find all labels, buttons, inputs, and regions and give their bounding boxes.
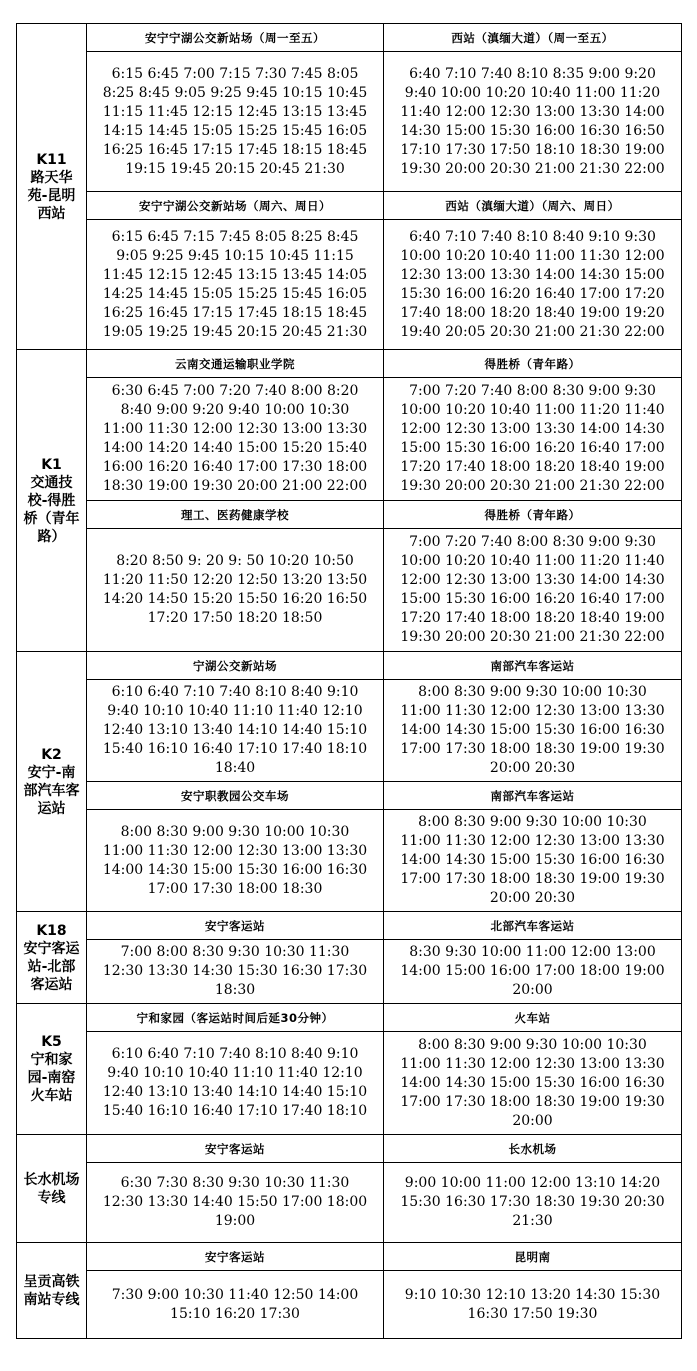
time-line: 17:00 17:30 18:00 18:30 19:00 19:30 bbox=[400, 1093, 665, 1110]
time-line: 14:00 15:00 16:00 17:00 18:00 19:00 bbox=[400, 963, 665, 979]
time-line: 11:45 12:15 12:45 13:15 13:45 14:05 bbox=[102, 266, 368, 283]
time-line: 9:10 10:30 12:10 13:20 14:30 15:30 bbox=[404, 1286, 661, 1303]
origin-stop-header: 安宁客运站 bbox=[87, 1135, 384, 1163]
route-name: 安宁客运站-北部客运站 bbox=[23, 940, 80, 993]
time-line: 12:30 13:00 13:30 14:00 14:30 15:00 bbox=[400, 266, 665, 283]
time-line: 20:00 20:30 bbox=[489, 890, 576, 906]
origin-departure-times bbox=[87, 940, 384, 1004]
time-line: 14:25 14:45 15:05 15:25 15:45 16:05 bbox=[102, 285, 368, 302]
time-line: 19:30 20:00 20:30 21:00 21:30 22:00 bbox=[400, 160, 665, 177]
time-line: 11:00 11:30 12:00 12:30 13:00 13:30 bbox=[400, 833, 665, 849]
origin-stop-header: 安宁宁湖公交新站场（周一至五） bbox=[87, 24, 384, 52]
time-line: 19:40 20:05 20:30 21:00 21:30 22:00 bbox=[400, 323, 665, 340]
route-name: 呈贡高铁南站专线 bbox=[23, 1273, 80, 1308]
time-line: 16:25 16:45 17:15 17:45 18:15 18:45 bbox=[102, 141, 368, 158]
time-line: 11:15 11:45 12:15 12:45 13:15 13:45 bbox=[102, 103, 368, 120]
time-line: 14:20 14:50 15:20 15:50 16:20 16:50 bbox=[102, 591, 368, 607]
departure-times-row bbox=[17, 1271, 682, 1339]
departure-times-row bbox=[17, 529, 682, 652]
destination-stop-header: 西站（滇缅大道）（周六、周日） bbox=[384, 192, 682, 220]
time-line: 6:30 6:45 7:00 7:20 7:40 8:00 8:20 bbox=[111, 383, 359, 399]
time-line: 14:00 14:20 14:40 15:00 15:20 15:40 bbox=[102, 440, 368, 456]
time-line: 21:30 bbox=[512, 1213, 553, 1229]
departure-times-row bbox=[17, 1163, 682, 1243]
time-line: 10:00 10:20 10:40 11:00 11:20 11:40 bbox=[400, 402, 665, 418]
time-line: 20:00 20:30 bbox=[489, 760, 576, 776]
time-line: 17:40 18:00 18:20 18:40 19:00 19:20 bbox=[400, 304, 665, 321]
time-line: 14:00 14:30 15:00 15:30 16:00 16:30 bbox=[400, 722, 665, 738]
departure-times-row bbox=[17, 220, 682, 350]
origin-departure-times bbox=[87, 680, 384, 782]
time-line: 17:00 17:30 18:00 18:30 19:00 19:30 bbox=[400, 741, 665, 757]
time-line: 8:25 8:45 9:05 9:25 9:45 10:15 10:45 bbox=[102, 84, 368, 101]
destination-departure-times bbox=[384, 1163, 682, 1243]
origin-stop-header: 安宁职教园公交车场 bbox=[87, 782, 384, 810]
time-line: 12:00 12:30 13:00 13:30 14:00 14:30 bbox=[400, 572, 665, 588]
route-name: 安宁-南部汽车客运站 bbox=[23, 764, 80, 817]
time-line: 15:10 16:20 17:30 bbox=[170, 1305, 300, 1322]
time-line: 19:05 19:25 19:45 20:15 20:45 21:30 bbox=[102, 323, 368, 340]
time-line: 12:40 13:10 13:40 14:10 14:40 15:10 bbox=[102, 722, 368, 738]
time-line: 20:00 bbox=[512, 982, 553, 998]
destination-stop-header: 长水机场 bbox=[384, 1135, 682, 1163]
time-line: 8:20 8:50 9: 20 9: 50 10:20 10:50 bbox=[116, 553, 354, 569]
time-line: 10:00 10:20 10:40 11:00 11:30 12:00 bbox=[400, 247, 665, 264]
destination-stop-header: 南部汽车客运站 bbox=[384, 782, 682, 810]
time-line: 16:25 16:45 17:15 17:45 18:15 18:45 bbox=[102, 304, 368, 321]
destination-departure-times bbox=[384, 680, 682, 782]
time-line: 9:40 10:10 10:40 11:10 11:40 12:10 bbox=[107, 1065, 363, 1081]
time-line: 12:30 13:30 14:40 15:50 17:00 18:00 bbox=[102, 1194, 368, 1210]
time-line: 7:00 7:20 7:40 8:00 8:30 9:00 9:30 bbox=[409, 383, 656, 399]
departure-times-row bbox=[17, 680, 682, 782]
destination-departure-times bbox=[384, 940, 682, 1004]
destination-stop-header: 得胜桥（青年路） bbox=[384, 350, 682, 378]
time-line: 14:00 14:30 15:00 15:30 16:00 16:30 bbox=[102, 861, 368, 878]
time-line: 15:40 16:10 16:40 17:10 17:40 18:10 bbox=[102, 1103, 368, 1119]
time-line: 8:00 8:30 9:00 9:30 10:00 10:30 bbox=[120, 823, 350, 840]
origin-departure-times bbox=[87, 52, 384, 192]
time-line: 17:00 17:30 18:00 18:30 19:00 19:30 bbox=[400, 871, 665, 887]
time-line: 15:00 15:30 16:00 16:20 16:40 17:00 bbox=[400, 440, 665, 456]
route-label-cell bbox=[17, 912, 87, 1004]
destination-departure-times bbox=[384, 378, 682, 501]
time-line: 15:30 16:30 17:30 18:30 19:30 20:30 bbox=[400, 1194, 665, 1210]
time-line: 8:30 9:30 10:00 11:00 12:00 13:00 bbox=[409, 944, 656, 960]
time-line: 18:30 19:00 19:30 20:00 21:00 22:00 bbox=[102, 478, 368, 494]
time-line: 11:00 11:30 12:00 12:30 13:00 13:30 bbox=[102, 421, 368, 437]
time-line: 19:30 20:00 20:30 21:00 21:30 22:00 bbox=[400, 629, 665, 645]
time-line: 6:15 6:45 7:15 7:45 8:05 8:25 8:45 bbox=[111, 228, 359, 245]
time-line: 16:30 17:50 19:30 bbox=[467, 1305, 598, 1322]
route-label-cell bbox=[17, 24, 87, 350]
time-line: 6:40 7:10 7:40 8:10 8:40 9:10 9:30 bbox=[409, 228, 656, 245]
origin-stop-header: 云南交通运输职业学院 bbox=[87, 350, 384, 378]
stop-header-row bbox=[17, 350, 682, 378]
time-line: 17:10 17:30 17:50 18:10 18:30 19:00 bbox=[400, 141, 665, 158]
time-line: 12:40 13:10 13:40 14:10 14:40 15:10 bbox=[102, 1084, 368, 1100]
route-label-cell bbox=[17, 1135, 87, 1243]
stop-header-row bbox=[17, 782, 682, 810]
time-line: 7:00 8:00 8:30 9:30 10:30 11:30 bbox=[120, 944, 350, 960]
destination-departure-times bbox=[384, 529, 682, 652]
time-line: 8:40 9:00 9:20 9:40 10:00 10:30 bbox=[120, 402, 350, 418]
origin-stop-header: 安宁客运站 bbox=[87, 1243, 384, 1271]
destination-departure-times bbox=[384, 220, 682, 350]
time-line: 6:10 6:40 7:10 7:40 8:10 8:40 9:10 bbox=[111, 1046, 359, 1062]
time-line: 17:20 17:40 18:00 18:20 18:40 19:00 bbox=[400, 610, 665, 626]
origin-stop-header: 安宁客运站 bbox=[87, 912, 384, 940]
time-line: 17:20 17:40 18:00 18:20 18:40 19:00 bbox=[400, 459, 665, 475]
route-code: K5 bbox=[41, 1034, 62, 1050]
time-line: 7:30 9:00 10:30 11:40 12:50 14:00 bbox=[111, 1286, 359, 1303]
stop-header-row bbox=[17, 912, 682, 940]
origin-departure-times bbox=[87, 378, 384, 501]
time-line: 9:40 10:10 10:40 11:10 11:40 12:10 bbox=[107, 703, 363, 719]
origin-departure-times bbox=[87, 529, 384, 652]
origin-departure-times bbox=[87, 1163, 384, 1243]
route-code: K11 bbox=[36, 151, 67, 168]
destination-stop-header: 昆明南 bbox=[384, 1243, 682, 1271]
destination-stop-header: 北部汽车客运站 bbox=[384, 912, 682, 940]
departure-times-row bbox=[17, 1032, 682, 1135]
timetable-body bbox=[17, 24, 682, 1339]
route-label-cell bbox=[17, 350, 87, 652]
time-line: 14:00 14:30 15:00 15:30 16:00 16:30 bbox=[400, 852, 665, 868]
time-line: 17:20 17:50 18:20 18:50 bbox=[147, 610, 323, 626]
departure-times-row bbox=[17, 378, 682, 501]
route-label-cell bbox=[17, 1004, 87, 1135]
route-label-cell bbox=[17, 1243, 87, 1339]
route-name: 路天华苑-昆明西站 bbox=[27, 169, 76, 222]
destination-departure-times bbox=[384, 810, 682, 912]
time-line: 20:00 bbox=[512, 1112, 553, 1129]
time-line: 8:00 8:30 9:00 9:30 10:00 10:30 bbox=[418, 1036, 647, 1053]
route-name: 交通技校-得胜桥（青年路） bbox=[23, 474, 80, 545]
time-line: 7:00 7:20 7:40 8:00 8:30 9:00 9:30 bbox=[409, 534, 656, 550]
time-line: 9:40 10:00 10:20 10:40 11:00 11:20 bbox=[404, 84, 661, 101]
route-name: 长水机场专线 bbox=[23, 1171, 80, 1206]
stop-header-row bbox=[17, 1004, 682, 1032]
time-line: 14:30 15:00 15:30 16:00 16:30 16:50 bbox=[400, 122, 665, 139]
time-line: 11:00 11:30 12:00 12:30 13:00 13:30 bbox=[102, 842, 368, 859]
time-line: 8:00 8:30 9:00 9:30 10:00 10:30 bbox=[418, 684, 647, 700]
time-line: 6:30 7:30 8:30 9:30 10:30 11:30 bbox=[120, 1175, 350, 1191]
destination-stop-header: 西站（滇缅大道）（周一至五） bbox=[384, 24, 682, 52]
time-line: 18:40 bbox=[214, 760, 256, 776]
route-label-cell bbox=[17, 652, 87, 912]
origin-departure-times bbox=[87, 1032, 384, 1135]
time-line: 6:15 6:45 7:00 7:15 7:30 7:45 8:05 bbox=[111, 65, 359, 82]
departure-times-row bbox=[17, 52, 682, 192]
time-line: 14:15 14:45 15:05 15:25 15:45 16:05 bbox=[102, 122, 368, 139]
time-line: 16:00 16:20 16:40 17:00 17:30 18:00 bbox=[102, 459, 368, 475]
time-line: 18:30 bbox=[214, 982, 256, 998]
destination-stop-header: 火车站 bbox=[384, 1004, 682, 1032]
time-line: 11:00 11:30 12:00 12:30 13:00 13:30 bbox=[400, 703, 665, 719]
origin-stop-header: 宁湖公交新站场 bbox=[87, 652, 384, 680]
stop-header-row bbox=[17, 501, 682, 529]
time-line: 15:40 16:10 16:40 17:10 17:40 18:10 bbox=[102, 741, 368, 757]
origin-stop-header: 安宁宁湖公交新站场（周六、周日） bbox=[87, 192, 384, 220]
stop-header-row bbox=[17, 652, 682, 680]
time-line: 6:40 7:10 7:40 8:10 8:35 9:00 9:20 bbox=[409, 65, 656, 82]
time-line: 15:00 15:30 16:00 16:20 16:40 17:00 bbox=[400, 591, 665, 607]
origin-stop-header: 理工、医药健康学校 bbox=[87, 501, 384, 529]
time-line: 19:15 19:45 20:15 20:45 21:30 bbox=[125, 160, 345, 177]
destination-departure-times bbox=[384, 52, 682, 192]
time-line: 12:00 12:30 13:00 13:30 14:00 14:30 bbox=[400, 421, 665, 437]
time-line: 17:00 17:30 18:00 18:30 bbox=[147, 880, 323, 897]
time-line: 9:00 10:00 11:00 12:00 13:10 14:20 bbox=[404, 1175, 661, 1191]
departure-times-row bbox=[17, 940, 682, 1004]
stop-header-row bbox=[17, 1243, 682, 1271]
time-line: 12:30 13:30 14:30 15:30 16:30 17:30 bbox=[102, 963, 368, 979]
stop-header-row bbox=[17, 192, 682, 220]
destination-stop-header: 得胜桥（青年路） bbox=[384, 501, 682, 529]
origin-departure-times bbox=[87, 220, 384, 350]
destination-stop-header: 南部汽车客运站 bbox=[384, 652, 682, 680]
stop-header-row bbox=[17, 1135, 682, 1163]
departure-times-row bbox=[17, 810, 682, 912]
origin-stop-header: 宁和家园（客运站时间后延30分钟） bbox=[87, 1004, 384, 1032]
time-line: 11:00 11:30 12:00 12:30 13:00 13:30 bbox=[400, 1055, 665, 1072]
bus-timetable bbox=[16, 23, 682, 1339]
origin-departure-times bbox=[87, 1271, 384, 1339]
route-code: K18 bbox=[36, 922, 67, 939]
route-code: K1 bbox=[41, 456, 62, 473]
time-line: 9:05 9:25 9:45 10:15 10:45 11:15 bbox=[116, 247, 354, 264]
time-line: 11:40 12:00 12:30 13:00 13:30 14:00 bbox=[400, 103, 665, 120]
time-line: 6:10 6:40 7:10 7:40 8:10 8:40 9:10 bbox=[111, 684, 359, 700]
route-name: 宁和家园-南窑火车站 bbox=[27, 1052, 76, 1104]
stop-header-row bbox=[17, 24, 682, 52]
time-line: 19:30 20:00 20:30 21:00 21:30 22:00 bbox=[400, 478, 665, 494]
time-line: 11:20 11:50 12:20 12:50 13:20 13:50 bbox=[102, 572, 368, 588]
time-line: 8:00 8:30 9:00 9:30 10:00 10:30 bbox=[418, 814, 647, 830]
time-line: 15:30 16:00 16:20 16:40 17:00 17:20 bbox=[400, 285, 665, 302]
time-line: 10:00 10:20 10:40 11:00 11:20 11:40 bbox=[400, 553, 665, 569]
time-line: 14:00 14:30 15:00 15:30 16:00 16:30 bbox=[400, 1074, 665, 1091]
origin-departure-times bbox=[87, 810, 384, 912]
destination-departure-times bbox=[384, 1271, 682, 1339]
route-code: K2 bbox=[41, 746, 62, 763]
destination-departure-times bbox=[384, 1032, 682, 1135]
time-line: 19:00 bbox=[214, 1213, 256, 1229]
